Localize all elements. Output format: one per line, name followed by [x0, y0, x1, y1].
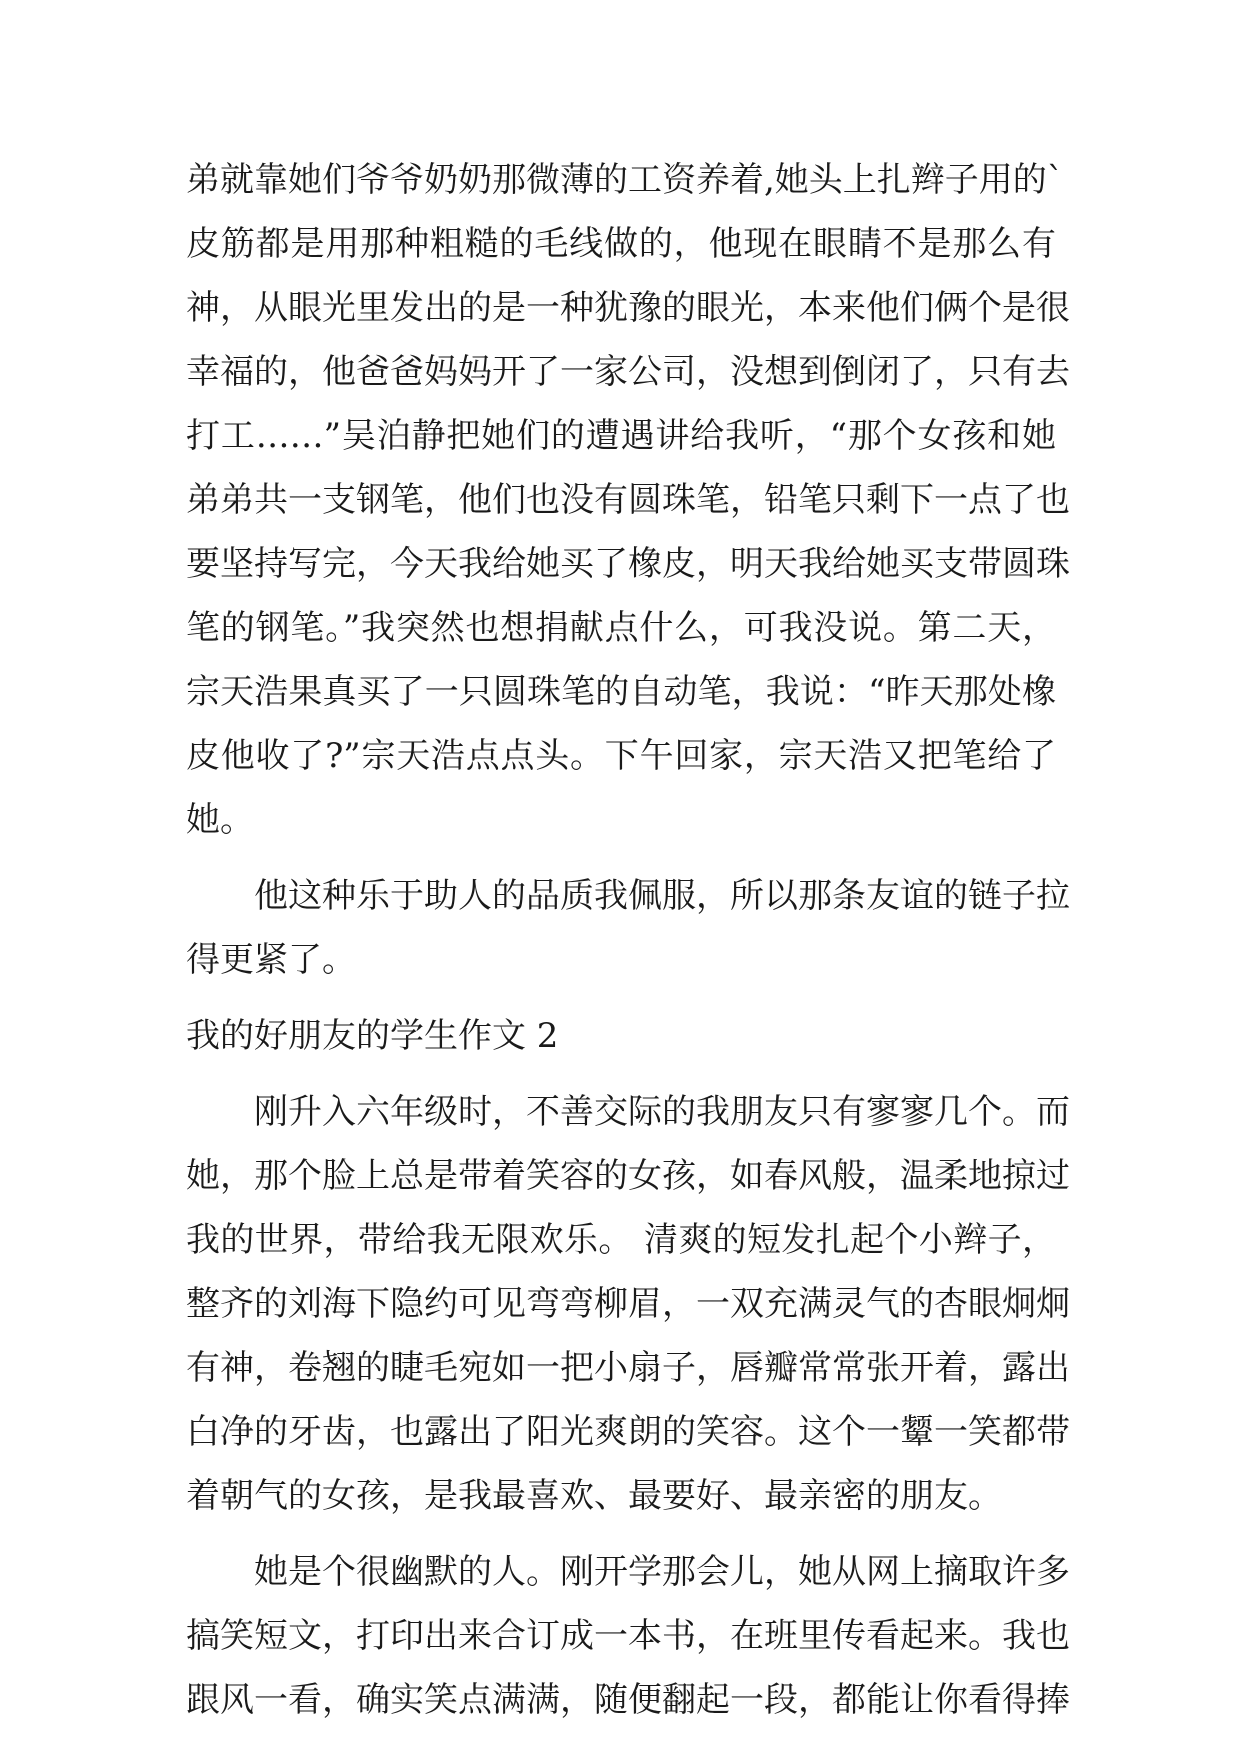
text-line: 有神，卷翘的睫毛宛如一把小扇子，唇瓣常常张开着，露出 — [186, 1348, 1070, 1388]
paragraph-first-line: 他这种乐于助人的品质我佩服，所以那条友谊的链子拉 — [254, 876, 1070, 916]
text-line: 幸福的，他爸爸妈妈开了一家公司，没想到倒闭了，只有去 — [186, 352, 1070, 392]
text-line: 皮筋都是用那种粗糙的毛线做的，他现在眼睛不是那么有 — [186, 224, 1056, 264]
text-line: 搞笑短文，打印出来合订成一本书，在班里传看起来。我也 — [186, 1616, 1070, 1656]
text-line-end: 着朝气的女孩，是我最喜欢、最要好、最亲密的朋友。 — [186, 1476, 1002, 1516]
text-line: 跟风一看，确实笑点满满，随便翻起一段，都能让你看得捧 — [186, 1680, 1070, 1720]
text-line: 整齐的刘海下隐约可见弯弯柳眉，一双充满灵气的杏眼炯炯 — [186, 1284, 1070, 1324]
text-line: 弟就靠她们爷爷奶奶那微薄的工资养着,她头上扎辫子用的` — [186, 160, 1064, 200]
paragraph-first-line: 刚升入六年级时，不善交际的我朋友只有寥寥几个。而 — [254, 1092, 1070, 1132]
text-line: 她，那个脸上总是带着笑容的女孩，如春风般，温柔地掠过 — [186, 1156, 1070, 1196]
text-line: 宗天浩果真买了一只圆珠笔的自动笔，我说：“昨天那处橡 — [186, 672, 1056, 712]
text-line-end: 她。 — [186, 800, 254, 840]
text-line: 要坚持写完，今天我给她买了橡皮，明天我给她买支带圆珠 — [186, 544, 1070, 584]
text-line: 皮他收了?”宗天浩点点头。下午回家，宗天浩又把笔给了 — [186, 736, 1056, 776]
text-line: 我的世界，带给我无限欢乐。 清爽的短发扎起个小辫子， — [186, 1220, 1056, 1260]
text-line: 打工……”吴泊静把她们的遭遇讲给我听，“那个女孩和她 — [186, 416, 1056, 456]
text-line: 弟弟共一支钢笔，他们也没有圆珠笔，铅笔只剩下一点了也 — [186, 480, 1070, 520]
text-line: 笔的钢笔。”我突然也想捐献点什么，可我没说。第二天， — [186, 608, 1056, 648]
paragraph-first-line: 她是个很幽默的人。刚开学那会儿，她从网上摘取许多 — [254, 1552, 1070, 1592]
section-heading: 我的好朋友的学生作文 2 — [186, 1016, 559, 1056]
text-line: 白净的牙齿，也露出了阳光爽朗的笑容。这个一颦一笑都带 — [186, 1412, 1070, 1452]
text-line-end: 得更紧了。 — [186, 940, 356, 980]
text-line: 神，从眼光里发出的是一种犹豫的眼光，本来他们俩个是很 — [186, 288, 1070, 328]
